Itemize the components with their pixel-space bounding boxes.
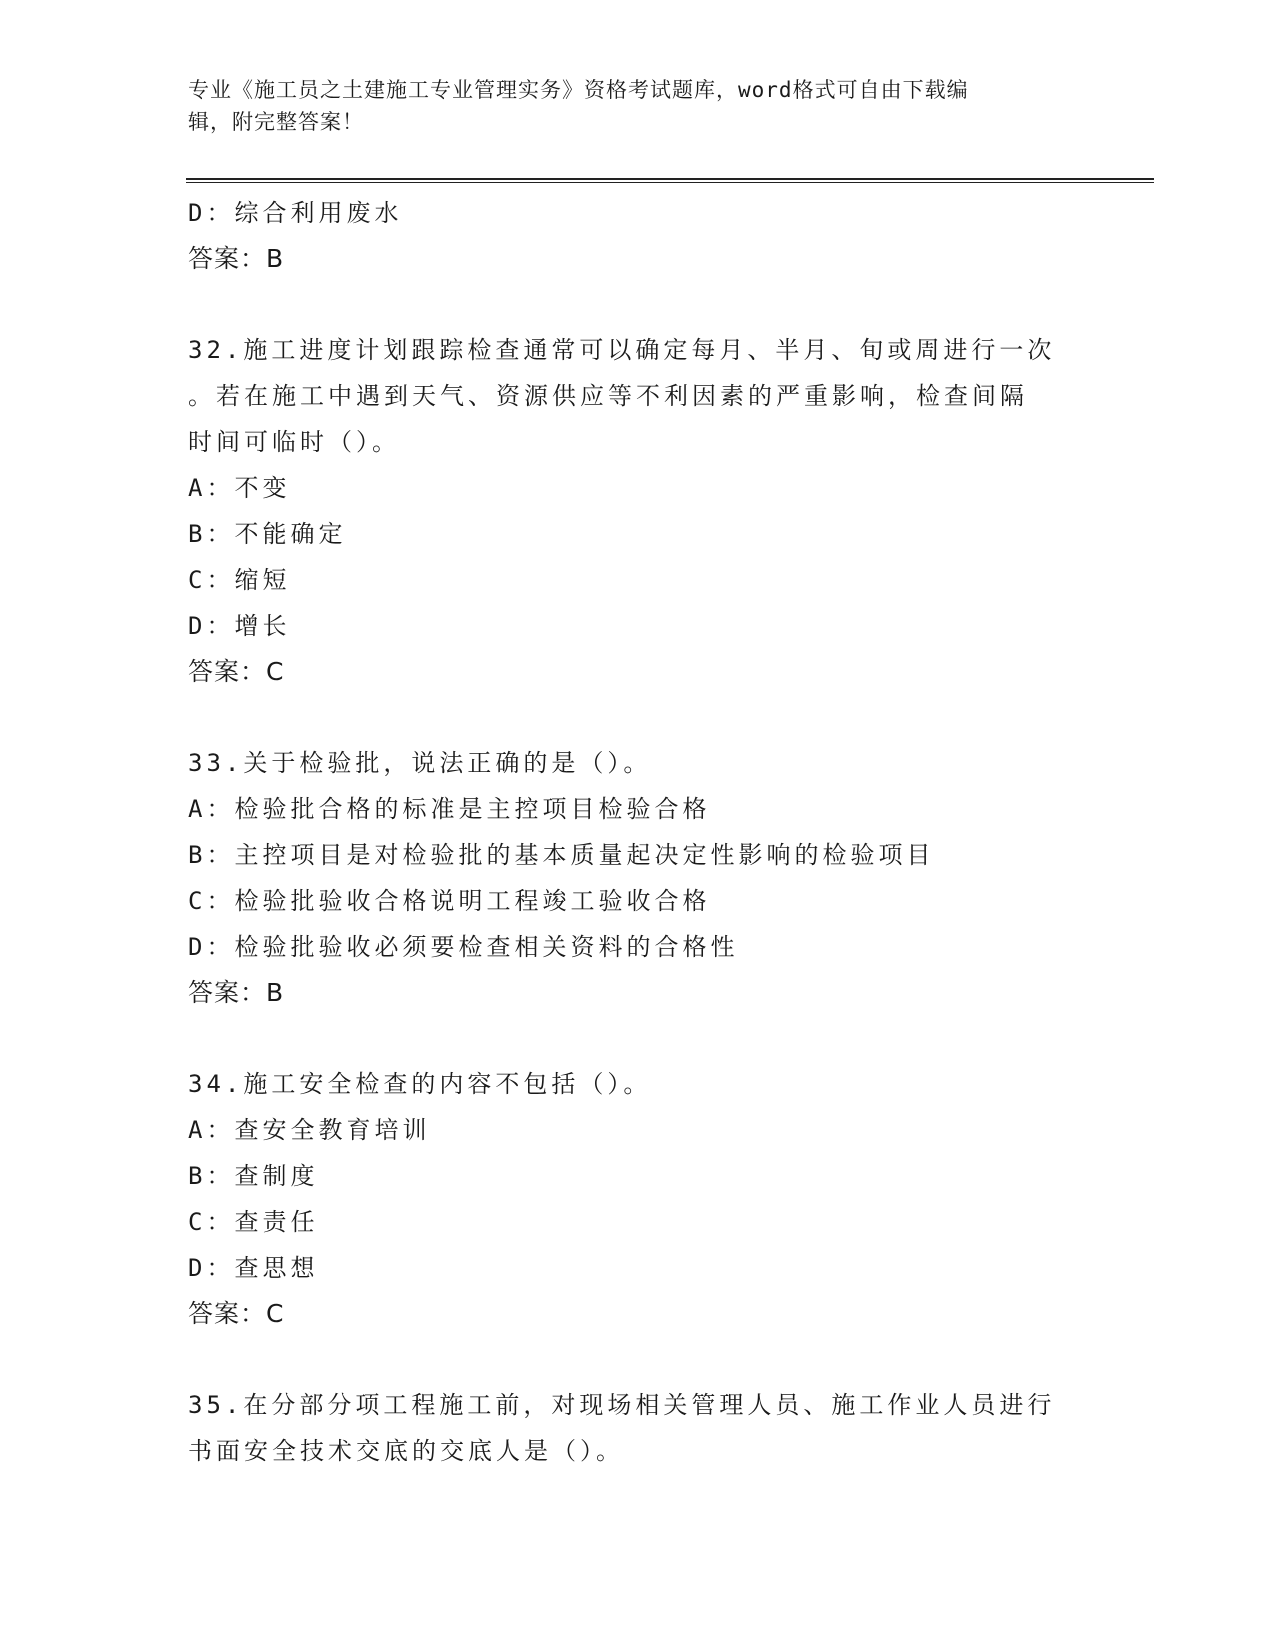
answer-line: 答案：B: [188, 244, 285, 273]
option-d: D：检验批验收必须要检查相关资料的合格性: [188, 933, 739, 961]
option-c: C：检验批验收合格说明工程竣工验收合格: [188, 887, 711, 915]
option-d: D：增长: [188, 612, 291, 640]
option-a: A：检验批合格的标准是主控项目检验合格: [188, 795, 711, 823]
option-b: B：查制度: [188, 1162, 319, 1190]
header-divider: [186, 178, 1154, 183]
question-35: [188, 1382, 1088, 1474]
question-text-line: 33.关于检验批，说法正确的是（）。: [188, 749, 652, 777]
answer-line: 答案：C: [188, 1299, 285, 1328]
answer-line: 答案：C: [188, 657, 285, 686]
question-32: [188, 327, 1088, 695]
option-d: D：综合利用废水: [188, 199, 403, 227]
option-b: B：主控项目是对检验批的基本质量起决定性影响的检验项目: [188, 841, 935, 869]
option-c: C：查责任: [188, 1208, 319, 1236]
header-line-1: 专业《施工员之土建施工专业管理实务》资格考试题库，word格式可自由下载编: [188, 78, 969, 102]
question-text-line: 34.施工安全检查的内容不包括（）。: [188, 1070, 652, 1098]
question-text-line: 。若在施工中遇到天气、资源供应等不利因素的严重影响，检查间隔: [188, 382, 1028, 410]
question-34: [188, 1061, 1088, 1337]
question-list: [188, 190, 1088, 1474]
header-line-2: 辑，附完整答案！: [188, 110, 364, 134]
answer-line: 答案：B: [188, 978, 285, 1007]
question-33: [188, 740, 1088, 1016]
option-d: D：查思想: [188, 1254, 319, 1282]
option-a: A：不变: [188, 474, 291, 502]
option-a: A：查安全教育培训: [188, 1116, 431, 1144]
question-text-line: 32.施工进度计划跟踪检查通常可以确定每月、半月、旬或周进行一次: [188, 336, 1056, 364]
option-b: B：不能确定: [188, 520, 347, 548]
page-header: [188, 74, 1088, 138]
question-text-line: 时间可临时（）。: [188, 428, 400, 456]
question-text-line: 书面安全技术交底的交底人是（）。: [188, 1437, 624, 1465]
option-c: C：缩短: [188, 566, 291, 594]
question-text-line: 35.在分部分项工程施工前，对现场相关管理人员、施工作业人员进行: [188, 1391, 1056, 1419]
